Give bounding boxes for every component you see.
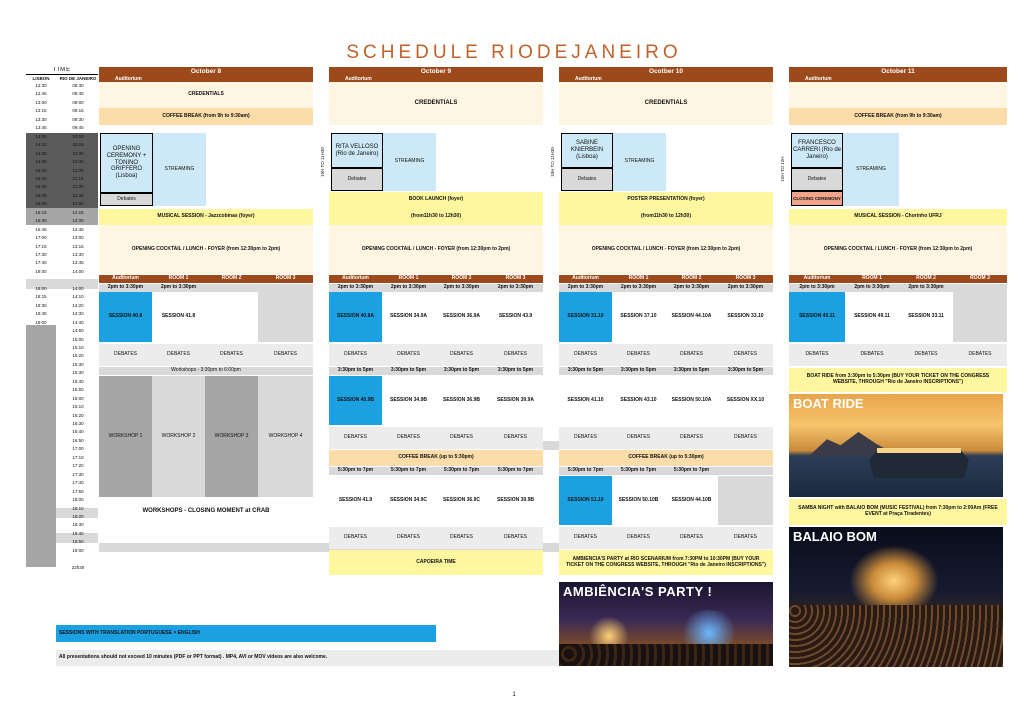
time-label: 13:45 [35, 125, 47, 131]
slot-label: 2pm to 3:30pm [567, 284, 604, 291]
time-label: 11:45 [72, 192, 84, 198]
debates: DEBATES [680, 351, 703, 358]
session-36-9a: SESSION 36.9A [443, 313, 480, 320]
time-label: 18:00 [72, 497, 84, 503]
time-label: 12:45 [35, 91, 47, 97]
debates: DEBATES [574, 351, 597, 358]
time-label: 10:30 [72, 150, 84, 156]
musical-oct8: MUSICAL SESSION - Jazzcobinas (foyer) [99, 209, 313, 225]
time-label: 16:50 [72, 437, 84, 443]
time-label: 08:30 [72, 83, 84, 88]
time-label: 17:20 [72, 463, 84, 469]
slot-label: 2pm to 3:30pm [337, 284, 374, 291]
time-label: 12:45 [72, 226, 84, 232]
party-info: AMBIENCIA'S PARTY at RIO SCENARIUM from 7:30PM to 10:30PM (BUY YOUR TICKET ON THE CONGRESS WEBSITE, THROUGH "Rio de Janeiro INSCRIPTIONS") [559, 550, 773, 575]
vertical-time: 10H TO 11H30 [550, 147, 556, 177]
opening-ceremony: OPENING CEREMONY + TONINO GRIFFERO (Lisboa) [100, 133, 153, 193]
session-44-10a: SESSION 44.10A [671, 313, 712, 320]
lunch-oct9: OPENING COCKTAIL / LUNCH - FOYER (from 12:30pm to 2pm) [329, 225, 543, 274]
time-label: 17:00 [72, 446, 84, 452]
auditorium-label: Auditorium [342, 275, 369, 282]
page-number: 1 [512, 691, 516, 698]
debates: DEBATES [504, 351, 527, 358]
samba-photo-caption: BALAIO BOM [793, 529, 877, 544]
slot-label: 2pm to 3:30pm [390, 284, 427, 291]
slot-label: 5:30pm to 7pm [673, 467, 710, 474]
time-label: 13:15 [35, 108, 47, 114]
time-label: 18:10 [72, 505, 84, 511]
session-39-9a: SESSION 39.9A [497, 396, 534, 403]
room3-label: ROOM 3 [275, 275, 296, 282]
tz-rio: RIO DE JANEIRO [59, 75, 97, 81]
debates: DEBATES [504, 434, 527, 441]
workshop-2: WORKSHOP 2 [152, 376, 205, 497]
time-label: 17:00 [35, 235, 47, 241]
lisbon-times [26, 83, 56, 353]
time-label: 19:00 [35, 319, 47, 325]
streaming-oct8: STREAMING [153, 133, 206, 206]
time-label: 17:10 [72, 454, 84, 460]
debates: DEBATES [734, 534, 757, 541]
room2-label: ROOM 2 [451, 275, 472, 282]
debates: DEBATES [397, 351, 420, 358]
slot-label: 2pm to 3:30pm [620, 284, 657, 291]
lunch-oct8: OPENING COCKTAIL / LUNCH - FOYER (from 12:30pm to 2pm) [99, 225, 313, 274]
workshops-closing: WORKSHOPS - CLOSING MOMENT at CRAB [142, 507, 270, 514]
time-label: 14:00 [72, 285, 84, 291]
book-launch-time: (from11h30 to 12h30) [329, 208, 543, 225]
room3-label: ROOM 3 [505, 275, 526, 282]
slot-label: 3:30pm to 5pm [337, 367, 374, 374]
time-label: 15:50 [72, 387, 84, 393]
time-label: 10:15 [72, 142, 84, 148]
time-label: 10:45 [72, 159, 84, 165]
time-label: 18:50 [72, 539, 84, 545]
streaming-oct9: STREAMING [383, 133, 436, 191]
time-label: 15:40 [72, 378, 84, 384]
session-34-9b: SESSION 34.9B [390, 396, 427, 403]
time-label: 15:30 [72, 361, 84, 367]
time-label: 14:50 [72, 328, 84, 334]
time-label: 14:20 [72, 302, 84, 308]
boat-ride-caption: BOAT RIDE [793, 396, 864, 411]
time-label: 13:45 [72, 260, 84, 266]
time-label: 09:30 [72, 116, 84, 122]
vertical-time: 10H TO 12H [780, 156, 786, 182]
musical-oct11: MUSICAL SESSION - Chorinho UFRJ [789, 209, 1007, 225]
time-label: 15:30 [72, 370, 84, 376]
time-label: 12:30 [72, 218, 84, 224]
time-label: 18:15 [35, 294, 47, 300]
room1-label: ROOM 1 [628, 275, 649, 282]
book-launch: BOOK LAUNCH (foyer) [329, 192, 543, 208]
tz-lisbon: LISBON [32, 75, 50, 81]
time-label: 17:45 [35, 260, 47, 266]
session-xx-10: SESSION XX.10 [726, 396, 765, 403]
boat-ride-info: BOAT RIDE from 3:30pm to 5:30pm (BUY YOUR TICKET ON THE CONGRESS WEBSITE, THROUGH "Rio de Janeiro INSCRIPTIONS") [789, 368, 1007, 392]
time-label: 16:00 [72, 395, 84, 401]
time-label: 13:15 [72, 243, 84, 249]
poster-time: (from11h30 to 12h30) [559, 208, 773, 225]
translation-legend: SESSIONS WITH TRANSLATION PORTUGUESE > ENGLISH [56, 625, 436, 642]
session-50-10a: SESSION 50.10A [671, 396, 712, 403]
time-label: 16:00 [35, 201, 47, 207]
time-label: 14:30 [72, 311, 84, 317]
debates: DEBATES [397, 534, 420, 541]
vertical-time: 10H TO 11H30 [320, 147, 326, 177]
slot-label: 3:30pm to 5pm [497, 367, 534, 374]
workshops-slot: Workshops - 3:30pm to 6:00pm [99, 367, 313, 375]
time-label: 12:00 [72, 201, 84, 207]
session-33-11: SESSION 33.11 [908, 313, 944, 320]
debates: DEBATES [504, 534, 527, 541]
session-41-8: SESSION 41.8 [161, 313, 196, 320]
auditorium-label: Auditorium [803, 275, 831, 282]
debates: DEBATES [114, 351, 137, 358]
slot-label: 3:30pm to 5pm [727, 367, 764, 374]
session-40-9a: SESSION 40.9A [329, 292, 382, 342]
time-label: 13:30 [72, 252, 84, 257]
time-label: 11:15 [72, 175, 84, 181]
time-label: 16:30 [72, 421, 84, 426]
time-label: 08:45 [72, 91, 84, 97]
debates: DEBATES [627, 351, 650, 358]
day-header-oct10: Ocotber 10 [559, 67, 773, 75]
coffee-oct11: COFFEE BREAK (from 9h to 9:30am) [789, 108, 1007, 125]
room1-label: ROOM 1 [862, 275, 882, 282]
time-label: 18:40 [72, 530, 84, 536]
debates: DEBATES [860, 351, 884, 358]
slot-label: 5:30pm to 7pm [567, 467, 604, 474]
time-label: 17:40 [72, 480, 84, 486]
coffee-oct8: COFFEE BREAK (from 9h to 9:30am) [99, 108, 313, 125]
time-label: 16:10 [72, 404, 84, 410]
time-label: 17:30 [35, 252, 47, 257]
time-label: 17:50 [72, 488, 84, 494]
time-label: 15:00 [35, 167, 47, 173]
slot-label: 2pm to 3:30pm [497, 284, 534, 291]
time-label: 11:30 [72, 184, 84, 190]
debates: DEBATES [450, 534, 473, 541]
debates: DEBATES [914, 351, 938, 358]
session-43-9: SESSION 43.9 [498, 313, 533, 320]
debates-oct11: Debates [791, 168, 843, 191]
capoeira: CAPOEIRA TIME [329, 550, 543, 575]
session-41-10: SESSION 41.10 [567, 396, 604, 403]
time-label: 14:00 [72, 268, 84, 274]
workshop-1: WORKSHOP 1 [99, 376, 152, 497]
coffee-oct10: COFFEE BREAK (up to 5:30pm) [559, 450, 773, 466]
slot-label: 3:30pm to 5pm [673, 367, 710, 374]
debates: DEBATES [734, 351, 757, 358]
auditorium-label: Auditorium [112, 275, 139, 282]
slot-label: 5:30pm to 7pm [620, 467, 657, 474]
samba-night-info: SAMBA NIGHT with BALAIO BOM (MUSIC FESTIVAL) from 7:30pm to 2:00Am (FREE EVENT at Praça Tiradentes) [789, 499, 1007, 525]
auditorium-label: Auditorium [789, 75, 1007, 82]
time-label: 14:40 [72, 319, 84, 325]
time-label: 16:30 [35, 218, 47, 224]
session-41-9: SESSION 41.9 [338, 496, 373, 503]
coffee-oct9: COFFEE BREAK (up to 5:30pm) [329, 450, 543, 466]
time-label: 17:30 [72, 471, 84, 477]
debates: DEBATES [220, 351, 243, 358]
streaming-oct10: STREAMING [613, 133, 666, 191]
session-37-10: SESSION 37.10 [620, 313, 657, 320]
session-44-10b: SESSION 44.10B [671, 496, 712, 503]
room1-label: ROOM 1 [398, 275, 419, 282]
debates: DEBATES [344, 534, 367, 541]
debates-oct9: Debates [331, 168, 383, 191]
streaming-oct11: STREAMING [843, 133, 899, 206]
session-34-9a: SESSION 34.9A [390, 313, 427, 320]
time-label: 13:30 [35, 116, 47, 122]
debates-oct10: Debates [561, 168, 613, 191]
time-label: 18:30 [35, 302, 47, 308]
time-label: 12:15 [72, 209, 84, 215]
time-label: 15:00 [72, 336, 84, 342]
session-34-9c: SESSION 34.9C [390, 496, 427, 503]
lunch-oct10: OPENING COCKTAIL / LUNCH - FOYER (from 12:30pm to 2pm) [559, 225, 773, 274]
auditorium-label: Auditorium [559, 75, 773, 82]
day-header-oct11: October 11 [789, 67, 1007, 75]
time-label: 09:45 [72, 125, 84, 131]
debates: DEBATES [450, 351, 473, 358]
slot-label: 2pm to 3:30pm [443, 284, 480, 291]
room1-label: ROOM 1 [168, 275, 189, 282]
party-photo [559, 582, 773, 666]
slot-label: 5:30pm to 7pm [337, 467, 374, 474]
slot-label: 2pm to 3:30pm [854, 284, 890, 291]
time-label: 14:00 [35, 133, 47, 139]
speaker-oct11: FRANCESCO CARRERI (Rio de Janeiro) [791, 133, 843, 168]
session-31-10: SESSION 31.10 [559, 292, 612, 342]
time-label: 16:15 [35, 209, 47, 215]
time-column [26, 67, 98, 570]
debates: DEBATES [680, 534, 703, 541]
room2-label: ROOM 2 [916, 275, 936, 282]
party-photo-caption: AMBIÊNCIA'S PARTY ! [563, 584, 713, 599]
session-51-10: SESSION 51.10 [559, 476, 612, 525]
time-label: 15:10 [72, 344, 84, 350]
time-label: 14:15 [35, 142, 47, 148]
workshop-4: WORKSHOP 4 [258, 376, 313, 497]
time-label: 14:30 [35, 150, 47, 156]
session-40-9b: SESSION 40.9B [329, 376, 382, 425]
time-label: 10:00 [72, 133, 84, 139]
time-label: 12:30 [35, 83, 47, 88]
footnote: All presentations should not exceed 10 minutes (PDF or PPT format) . MP4, AVI or MOV videos are also welcome. [56, 650, 559, 666]
slot-label: 2pm to 3:30pm [727, 284, 764, 291]
workshop-3: WORKSHOP 3 [205, 376, 258, 497]
room3-label: ROOM 3 [735, 275, 756, 282]
slot-label: 2pm to 3:30pm [673, 284, 710, 291]
time-label: 14:45 [35, 159, 47, 165]
time-label: 18:45 [35, 311, 47, 317]
debates: DEBATES [344, 434, 367, 441]
time-header: TIME [52, 67, 72, 74]
auditorium-label: Auditorium [572, 275, 599, 282]
time-label: 18:20 [72, 513, 84, 519]
time-label: 13:00 [72, 235, 84, 241]
debates: DEBATES [274, 351, 297, 358]
rio-times [58, 83, 98, 570]
slot-label: 2pm to 3:30pm [908, 284, 944, 291]
session-49-11: SESSION 49.11 [854, 313, 890, 320]
time-label: 09:00 [72, 99, 84, 105]
samba-photo [789, 527, 1003, 667]
slot-label: 3:30pm to 5pm [620, 367, 657, 374]
speaker-oct10: SABINE KNIERBEIN (Lisboa) [561, 133, 613, 168]
slot-label: 2pm to 3:30pm [799, 284, 835, 291]
time-label: 11:00 [72, 167, 84, 173]
time-label: 15:30 [35, 184, 47, 190]
debates: DEBATES [344, 351, 367, 358]
slot-label: 2pm to 3:30pm [107, 284, 144, 291]
session-50-10b: SESSION 50.10B [618, 496, 659, 503]
debates: DEBATES [627, 534, 650, 541]
session-45-11: SESSION 45.11 [789, 292, 845, 342]
time-label: 18:00 [35, 268, 47, 274]
credentials-oct8: CREDENTIALS [99, 82, 313, 108]
time-label: 18:00 [35, 285, 47, 291]
slot-label: 3:30pm to 5pm [443, 367, 480, 374]
room3-label: ROOM 3 [970, 275, 990, 282]
time-label: 18:30 [72, 522, 84, 528]
session-36-9c: SESSION 36.9C [443, 496, 480, 503]
time-label: 22h30 [71, 564, 85, 570]
debates-oct8: Debates [100, 193, 153, 206]
boat-ride-photo [789, 394, 1003, 497]
debates: DEBATES [627, 434, 650, 441]
session-43-10: SESSION 43.10 [620, 396, 657, 403]
credentials-oct10: CREDENTIALS [559, 82, 773, 125]
slot-label: 5:30pm to 7pm [443, 467, 480, 474]
debates: DEBATES [397, 434, 420, 441]
debates: DEBATES [734, 434, 757, 441]
auditorium-label: Auditorium [329, 75, 543, 82]
session-39-9b: SESSION 39.9B [497, 496, 534, 503]
debates: DEBATES [805, 351, 829, 358]
slot-label: 3:30pm to 5pm [567, 367, 604, 374]
time-label: 13:00 [35, 99, 47, 105]
time-label: 16:20 [72, 412, 84, 418]
page-title: SCHEDULE RIODEJANEIRO [346, 42, 682, 63]
room2-label: ROOM 2 [681, 275, 702, 282]
debates: DEBATES [574, 534, 597, 541]
session-36-9b: SESSION 36.9B [443, 396, 480, 403]
time-label: 15:45 [35, 192, 47, 198]
session-33-10: SESSION 33.10 [727, 313, 764, 320]
debates: DEBATES [680, 434, 703, 441]
time-label: 17:15 [35, 243, 47, 249]
day-header-oct9: October 9 [329, 67, 543, 75]
room2-label: ROOM 2 [221, 275, 242, 282]
debates: DEBATES [450, 434, 473, 441]
time-label: 19:00 [72, 547, 84, 553]
day-header-oct8: October 8 [99, 67, 313, 75]
closing-ceremony: CLOSING CEREMONY [791, 191, 843, 206]
credentials-oct9: CREDENTIALS [329, 82, 543, 125]
slot-label: 5:30pm to 7pm [497, 467, 534, 474]
session-40-8: SESSION 40.8 [99, 292, 152, 342]
debates: DEBATES [167, 351, 190, 358]
time-label: 15:20 [72, 353, 84, 359]
debates: DEBATES [574, 434, 597, 441]
time-label: 09:15 [72, 108, 84, 114]
slot-label: 3:30pm to 5pm [390, 367, 427, 374]
debates: DEBATES [968, 351, 992, 358]
poster-presentation: POSTER PRESENTATION (foyer) [559, 192, 773, 208]
time-label: 16:40 [72, 429, 84, 435]
slot-label: 5:30pm to 7pm [390, 467, 427, 474]
speaker-oct9: RITA VELLOSO (Rio de Janeiro) [331, 133, 383, 168]
auditorium-label: Auditorium [99, 75, 313, 82]
time-label: 14:10 [72, 294, 84, 300]
time-label: 15:15 [35, 175, 47, 181]
slot-label: 2pm to 3:30pm [160, 284, 197, 291]
lunch-oct11: OPENING COCKTAIL / LUNCH - FOYER (from 12:30pm to 2pm) [789, 225, 1007, 274]
time-label: 16:45 [35, 226, 47, 232]
